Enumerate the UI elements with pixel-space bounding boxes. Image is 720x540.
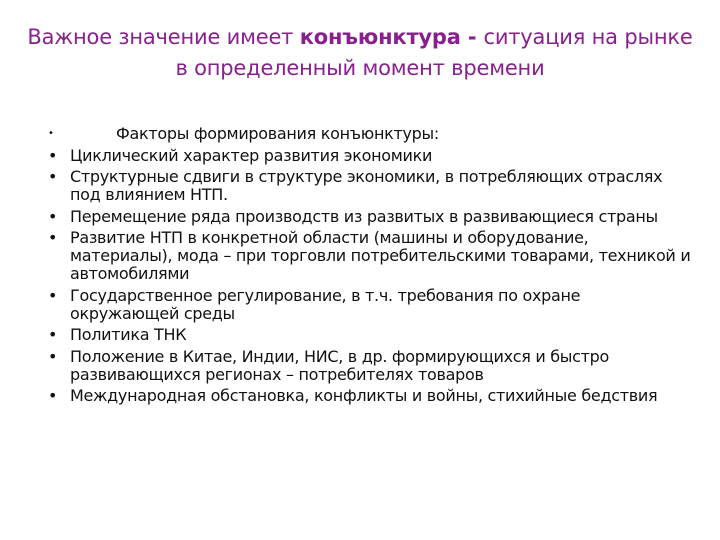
list-item [44,326,694,344]
list-item [44,208,694,226]
title-text-part2: ситуация на рынке в определенный момент времени [175,25,693,80]
bullet-dot-icon: • [48,206,58,226]
list-item-text: Государственное регулирование, в т.ч. требования по охране окружающей среды [70,285,581,323]
bullet-dot-icon: • [48,285,58,305]
list-heading-item [44,125,694,143]
bullet-dot-icon: • [48,145,58,165]
list-item [44,287,694,323]
list-item [44,229,694,283]
list-item-text: Положение в Китае, Индии, НИС, в др. формирующихся и быстро развивающихся регионах – потребителях товаров [70,346,609,384]
list-item [44,168,694,204]
list-item-text: Структурные сдвиги в структуре экономики, в потребляющих отраслях под влиянием НТП. [70,167,663,204]
bullet-dot-icon: • [48,325,58,344]
list-item [44,348,694,384]
bullet-dot-icon: • [48,167,58,186]
list-heading-text: Факторы формирования конъюнктуры: [116,124,439,143]
bullet-dot-icon: • [48,228,58,247]
list-item-text: Международная обстановка, конфликты и войны, стихийные бедствия [70,386,658,405]
factors-list [44,125,694,409]
list-item-text: Циклический характер развития экономики [70,145,433,165]
list-item-text: Перемещение ряда производств из развитых в развивающиеся страны [70,206,658,226]
title-keyword: конъюнктура [299,25,461,49]
bullet-dot-icon: • [48,346,58,366]
title-dash: - [460,25,484,49]
list-item-text: Политика ТНК [70,325,187,344]
slide-title [20,22,700,84]
list-item [44,387,694,405]
bullet-dot-icon: • [48,386,58,405]
list-item-text: Развитие НТП в конкретной области (машины и оборудование, материалы), мода – при торговли потребительскими товарами, техникой и автомобилями [70,228,691,283]
bullet-dot-icon: • [48,128,54,139]
title-text-part1: Важное значение имеет [27,25,300,49]
list-item [44,147,694,165]
